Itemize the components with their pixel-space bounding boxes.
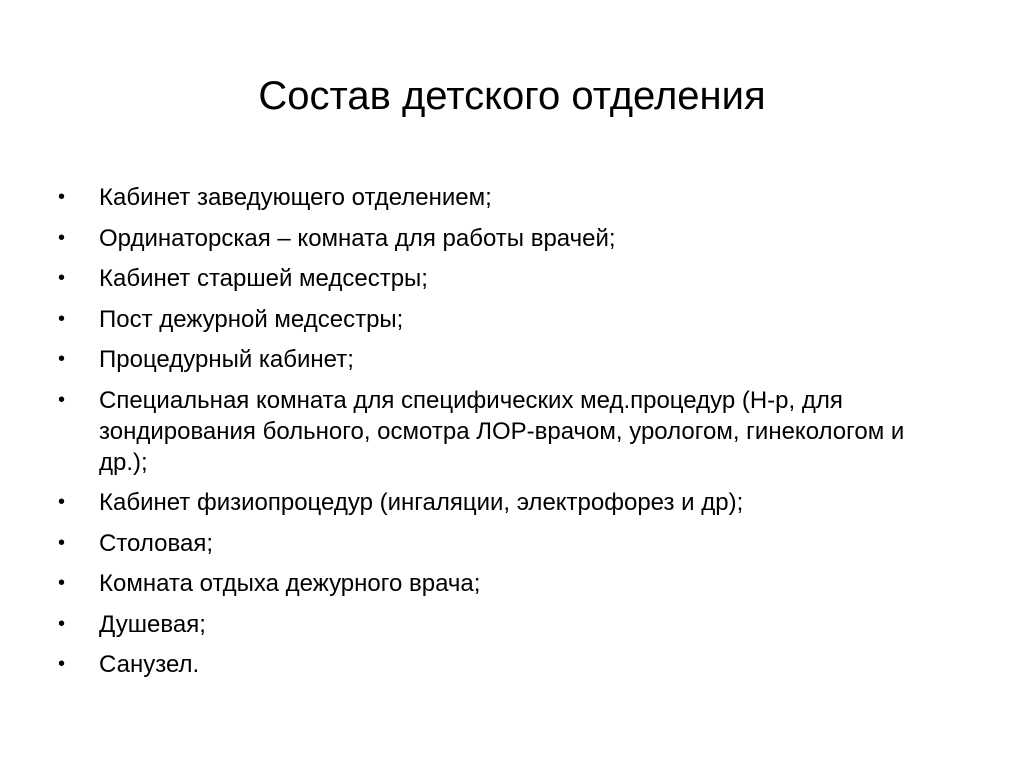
- list-item: [58, 528, 958, 559]
- list-item-text: Специальная комната для специфических мед.процедур (Н-р, для зондирования больного, осмотра ЛОР-врачом, урологом, гинекологом и др.);: [99, 386, 905, 476]
- bullet-icon: •: [58, 612, 66, 635]
- list-item-text: Кабинет заведующего отделением;: [99, 184, 492, 211]
- bullet-icon: •: [58, 307, 66, 330]
- list-item: [58, 487, 958, 518]
- list-item: [58, 263, 958, 294]
- bullet-icon: •: [58, 491, 66, 513]
- list-item-text: Пост дежурной медсестры;: [99, 305, 404, 333]
- list-item: [58, 609, 958, 640]
- bullet-icon: •: [58, 267, 66, 289]
- list-item: [58, 385, 958, 478]
- bullet-icon: •: [58, 226, 66, 249]
- bullet-icon: •: [58, 572, 66, 594]
- bullet-icon: •: [58, 186, 66, 208]
- bullet-icon: •: [58, 348, 66, 370]
- list-item-text: Процедурный кабинет;: [99, 346, 354, 373]
- list-item: [58, 304, 958, 335]
- list-item-text: Ординаторская – комната для работы врачей;: [99, 224, 616, 252]
- list-item: [58, 223, 958, 254]
- bullet-icon: •: [58, 388, 66, 411]
- list-item: [58, 568, 958, 599]
- list-item-text: Комната отдыха дежурного врача;: [99, 570, 481, 597]
- list-item-text: Санузел.: [99, 651, 200, 678]
- list-item: [58, 649, 958, 680]
- list-item-text: Кабинет старшей медсестры;: [99, 265, 428, 292]
- list-item-text: Столовая;: [99, 529, 213, 557]
- bullet-icon: •: [58, 653, 66, 675]
- list-item-text: Кабинет физиопроцедур (ингаляции, электрофорез и др);: [99, 489, 744, 516]
- list-item: [58, 182, 958, 213]
- bullet-icon: •: [58, 531, 66, 554]
- slide-title: Состав детского отделения: [258, 74, 766, 118]
- list-item: [58, 344, 958, 375]
- bullet-list: [58, 182, 958, 690]
- list-item-text: Душевая;: [99, 610, 206, 638]
